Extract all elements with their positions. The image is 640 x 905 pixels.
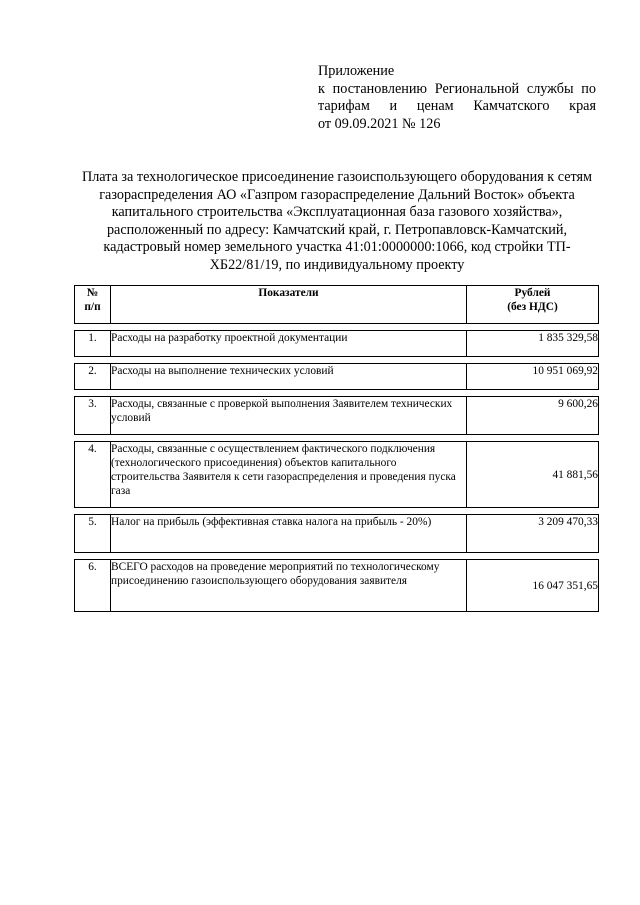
row-number: 4. <box>75 442 111 508</box>
appendix-label: Приложение <box>318 63 395 79</box>
table-row <box>75 397 599 435</box>
row-number: 5. <box>75 515 111 553</box>
row-separator <box>75 508 599 515</box>
appendix-authority-line: тарифам и ценам Камчатского края <box>318 98 596 114</box>
row-separator <box>75 390 599 397</box>
row-indicator: Расходы, связанные с осуществлением фактического подключения (технологического присоединения) объектов капитального строительства Заявителя к сети газораспределения и проведения пуска газа <box>111 442 467 508</box>
row-separator <box>75 324 599 331</box>
row-value: 10 951 069,92 <box>467 364 599 390</box>
tariff-table <box>74 285 599 612</box>
header-rubles-line2: (без НДС) <box>507 301 558 313</box>
row-indicator: ВСЕГО расходов на проведение мероприятий по технологическому присоединению газоиспользующего оборудования заявителя <box>111 560 467 612</box>
row-number: 1. <box>75 331 111 357</box>
row-indicator: Налог на прибыль (эффективная ставка налога на прибыль - 20%) <box>111 515 467 553</box>
row-number: 6. <box>75 560 111 612</box>
table-row <box>75 515 599 553</box>
row-separator <box>75 435 599 442</box>
row-indicator: Расходы на выполнение технических условий <box>111 364 467 390</box>
row-separator <box>75 553 599 560</box>
row-value: 1 835 329,58 <box>467 331 599 357</box>
table-row <box>75 331 599 357</box>
table-header-row <box>75 286 599 324</box>
row-value: 9 600,26 <box>467 397 599 435</box>
header-number-line2: п/п <box>84 301 101 313</box>
row-value: 3 209 470,33 <box>467 515 599 553</box>
table-row <box>75 364 599 390</box>
row-number: 2. <box>75 364 111 390</box>
appendix-block <box>318 63 596 133</box>
row-value: 41 881,56 <box>467 442 599 508</box>
header-number-line1: № <box>86 287 99 299</box>
row-number: 3. <box>75 397 111 435</box>
row-indicator: Расходы, связанные с проверкой выполнения Заявителем технических условий <box>111 397 467 435</box>
row-value: 16 047 351,65 <box>467 560 599 612</box>
header-rubles-line1: Рублей <box>514 287 551 299</box>
appendix-resolution-line: к постановлению Региональной службы по <box>318 80 596 97</box>
document-title: Плата за технологическое присоединение газоиспользующего оборудования к сетям газораспределения АО «Газпром газораспределение Дальний Восток» объекта капитального строительства «Эксплуатационная база газового хозяйства», расположенный по адресу: Камчатский край, г. Петропавловск-Камчатский, кадастровый номер земельного участка 41:01:0000000:1066, код стройки ТП-ХБ22/81/19, по индивидуальному проекту <box>81 169 593 273</box>
row-indicator: Расходы на разработку проектной документации <box>111 331 467 357</box>
table-row <box>75 560 599 612</box>
header-number <box>75 286 111 324</box>
header-rubles <box>467 286 599 324</box>
table-row <box>75 442 599 508</box>
header-indicators: Показатели <box>111 286 467 324</box>
row-separator <box>75 357 599 364</box>
appendix-date-line: от 09.09.2021 № 126 <box>318 115 441 132</box>
